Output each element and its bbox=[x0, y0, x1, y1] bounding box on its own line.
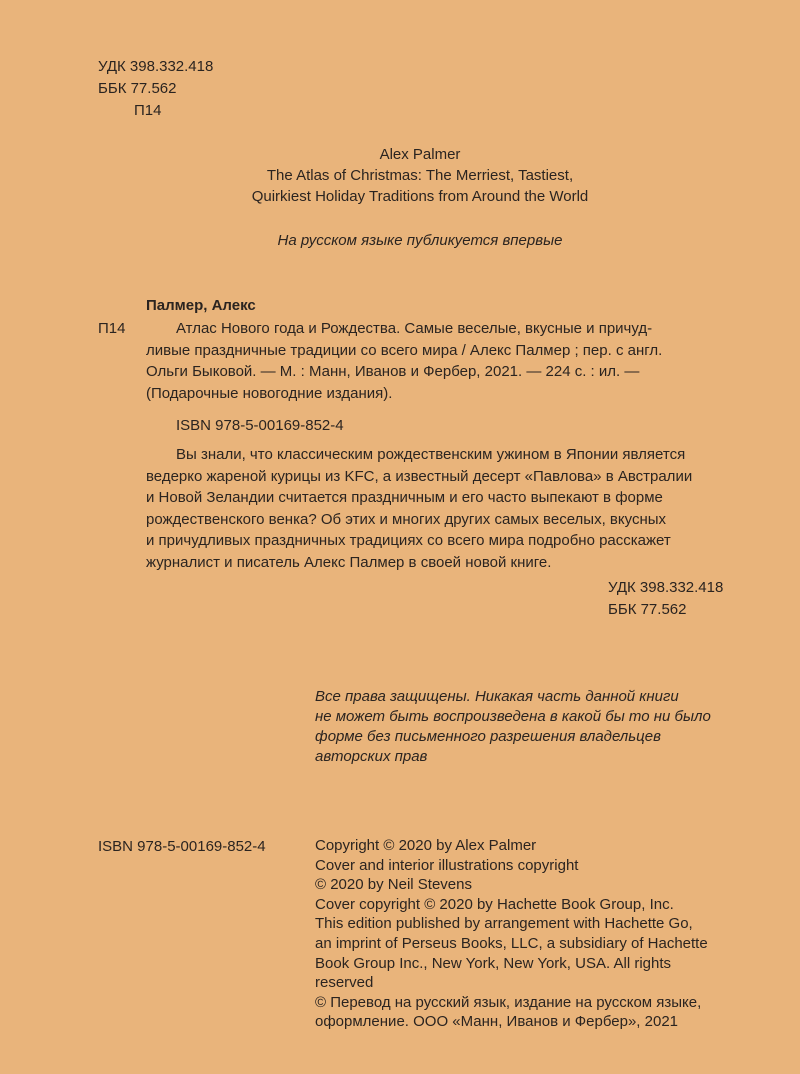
catalog-author-heading: Палмер, Алекс bbox=[146, 297, 256, 314]
annotation-line: и причудливых праздничных традициях со всего мира подробно расскажет bbox=[146, 532, 671, 549]
annotation-line: журналист и писатель Алекс Палмер в своей новой книге. bbox=[146, 553, 552, 571]
bbk-code: ББК 77.562 bbox=[98, 80, 177, 97]
annotation-line: Вы знали, что классическим рождественским ужином в Японии является bbox=[176, 446, 686, 463]
udk-code: УДК 398.332.418 bbox=[98, 58, 214, 75]
description-line: (Подарочные новогодние издания). bbox=[146, 384, 393, 402]
rights-notice bbox=[315, 687, 711, 767]
rights-line: форме без письменного разрешения владельцев bbox=[315, 728, 661, 745]
copyright-line: Cover copyright © 2020 by Hachette Book Group, Inc. bbox=[315, 895, 674, 913]
copyright-line: Book Group Inc., New York, New York, USA. All rights bbox=[315, 954, 672, 972]
copyright-line: This edition published by arrangement with Hachette Go, bbox=[315, 915, 693, 933]
annotation-line: и Новой Зеландии считается праздничным и его часто выпекают в форме bbox=[146, 489, 663, 506]
rights-line: не может быть воспроизведена в какой бы то ни было bbox=[315, 708, 711, 725]
annotation-line: ведерко жареной курицы из KFC, а известный десерт «Павлова» в Австралии bbox=[146, 467, 693, 485]
catalog-udk: УДК 398.332.418 bbox=[608, 579, 724, 596]
description-line: Атлас Нового года и Рождества. Самые веселые, вкусные и причуд- bbox=[176, 320, 653, 337]
original-title-line-1: The Atlas of Christmas: The Merriest, Tastiest, bbox=[266, 167, 574, 184]
copyright-line: © 2020 by Neil Stevens bbox=[315, 876, 472, 894]
copyright-line: Copyright © 2020 by Alex Palmer bbox=[315, 837, 537, 854]
author-sign-code: П14 bbox=[134, 102, 162, 119]
copyright-line: оформление. ООО «Манн, Иванов и Фербер», 2021 bbox=[315, 1013, 679, 1031]
original-title-line-2: Quirkiest Holiday Traditions from Around the World bbox=[251, 188, 589, 205]
rights-line: авторских прав bbox=[315, 748, 428, 765]
rights-line: Все права защищены. Никакая часть данной книги bbox=[315, 688, 679, 705]
copyright-line: an imprint of Perseus Books, LLC, a subsidiary of Hachette bbox=[315, 934, 708, 952]
original-author: Alex Palmer bbox=[379, 146, 461, 163]
catalog-description bbox=[146, 318, 662, 404]
catalog-annotation bbox=[146, 444, 692, 573]
description-line: Ольги Быковой. — М. : Манн, Иванов и Фербер, 2021. — 224 с. : ил. — bbox=[146, 363, 640, 380]
copyright-line: © Перевод на русский язык, издание на русском языке, bbox=[315, 993, 702, 1011]
catalog-code: П14 bbox=[98, 320, 126, 337]
copyright-line: reserved bbox=[315, 974, 374, 992]
first-publication-note: На русском языке публикуется впервые bbox=[277, 232, 563, 249]
footer-isbn: ISBN 978-5-00169-852-4 bbox=[98, 838, 266, 855]
catalog-isbn: ISBN 978-5-00169-852-4 bbox=[176, 417, 344, 434]
description-line: ливые праздничные традиции со всего мира / Алекс Палмер ; пер. с англ. bbox=[146, 341, 663, 359]
copyright-line: Cover and interior illustrations copyright bbox=[315, 856, 579, 874]
catalog-bbk: ББК 77.562 bbox=[608, 601, 687, 618]
copyright-block bbox=[315, 836, 708, 1032]
annotation-line: рождественского венка? Об этих и многих других самых веселых, вкусных bbox=[146, 510, 667, 528]
